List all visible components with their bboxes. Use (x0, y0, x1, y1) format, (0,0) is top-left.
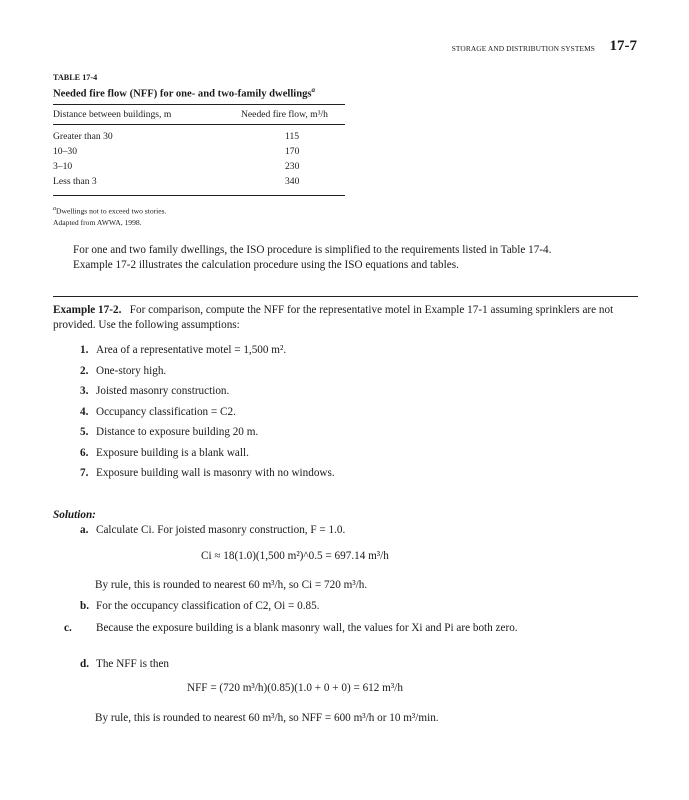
paragraph-1: For one and two family dwellings, the ISO procedure is simplified to the requirements listed in Table 17-4. (73, 244, 552, 256)
page-number: 17-7 (609, 38, 637, 54)
item-text: One-story high. (96, 364, 167, 377)
table-body (53, 125, 345, 195)
equation-nff: NFF = (720 m³/h)(0.85)(1.0 + 0 + 0) = 612 m³/h (187, 682, 403, 694)
footnote-text: Dwellings not to exceed two stories. (56, 206, 167, 216)
paragraph-2: Example 17-2 illustrates the calculation procedure using the ISO equations and tables. (73, 258, 459, 271)
item-number: 3. (80, 385, 89, 397)
step-text: The NFF is then (96, 658, 170, 670)
table-row (53, 175, 345, 190)
list-item (80, 425, 640, 446)
table-cell-flow: 230 (285, 161, 300, 173)
assumption-list (80, 343, 640, 487)
example-label: Example 17-2. (53, 304, 122, 316)
table-source: Adapted from AWWA, 1998. (53, 218, 142, 228)
step-text: Calculate Ci. For joisted masonry construction, F = 1.0. (96, 524, 346, 536)
table-row (53, 145, 345, 160)
list-item (80, 343, 640, 364)
step-text: For the occupancy classification of C2, Oi = 0.85. (96, 600, 320, 612)
item-text: Area of a representative motel = 1,500 m². (96, 344, 287, 356)
solution (53, 508, 643, 724)
table-cell-distance: Less than 3 (53, 176, 97, 188)
item-number: 5. (80, 426, 89, 438)
table-footnotes (53, 203, 345, 230)
item-text: Exposure building is a blank wall. (96, 446, 249, 459)
body-text (53, 243, 639, 272)
table-bottom-rule (53, 195, 345, 196)
column-header-distance: Distance between buildings, m (53, 108, 172, 120)
item-text: Joisted masonry construction. (96, 385, 230, 397)
item-number: 2. (80, 364, 89, 377)
table-title (53, 84, 345, 101)
solution-step-a (80, 523, 550, 538)
rounding-note-nff: By rule, this is rounded to nearest 60 m³/h, so NFF = 600 m³/h or 10 m³/min. (95, 712, 439, 724)
table-cell-flow: 115 (285, 130, 300, 142)
table-label: TABLE 17-4 (53, 73, 98, 82)
list-item (80, 384, 640, 405)
footnote-mark: a (53, 205, 56, 212)
table-header-row (53, 105, 345, 124)
table-17-4 (53, 73, 345, 229)
table-cell-distance: 10–30 (53, 145, 77, 157)
step-mark: c. (64, 622, 72, 634)
running-header (0, 38, 689, 58)
table-cell-flow: 340 (285, 176, 300, 188)
table-row (53, 160, 345, 175)
item-number: 1. (80, 344, 89, 356)
list-item (80, 466, 640, 487)
step-mark: d. (80, 658, 90, 670)
table-title-text: Needed fire flow (NFF) for one- and two-family dwellings (53, 88, 312, 100)
table-cell-flow: 170 (285, 145, 300, 157)
step-mark: a. (80, 524, 89, 536)
step-text: Because the exposure building is a blank masonry wall, the values for Xi and Pi are both zero. (96, 622, 518, 634)
example-17-2 (53, 303, 643, 332)
running-title: STORAGE AND DISTRIBUTION SYSTEMS (451, 44, 595, 53)
solution-step-c (64, 621, 586, 636)
solution-heading: Solution: (53, 509, 96, 521)
list-item (80, 446, 640, 467)
example-rule (53, 296, 638, 297)
item-number: 7. (80, 467, 89, 479)
item-text: Exposure building wall is masonry with no windows. (96, 467, 335, 479)
solution-step-b (80, 599, 550, 614)
solution-step-d (80, 657, 550, 672)
list-item (80, 405, 640, 426)
column-header-fire-flow: Needed fire flow, m³/h (241, 108, 328, 120)
table-title-footnote-mark: a (311, 86, 316, 94)
equation-ci: Ci ≈ 18(1.0)(1,500 m²)^0.5 = 697.14 m³/h (201, 550, 389, 562)
item-text: Distance to exposure building 20 m. (96, 426, 259, 438)
table-footnote (53, 203, 345, 218)
example-intro (53, 303, 643, 332)
table-cell-distance: Greater than 30 (53, 130, 113, 142)
example-text: For comparison, compute the NFF for the representative motel in Example 17-1 assuming sprinklers are not provided. Use the following assumptions: (53, 304, 614, 331)
rounding-note-ci: By rule, this is rounded to nearest 60 m³/h, so Ci = 720 m³/h. (95, 579, 368, 591)
table-cell-distance: 3–10 (53, 161, 73, 173)
item-text: Occupancy classification = C2. (96, 405, 236, 418)
list-item (80, 364, 640, 385)
step-mark: b. (80, 600, 90, 612)
table-row (53, 130, 345, 145)
item-number: 4. (80, 405, 89, 418)
item-number: 6. (80, 446, 89, 459)
